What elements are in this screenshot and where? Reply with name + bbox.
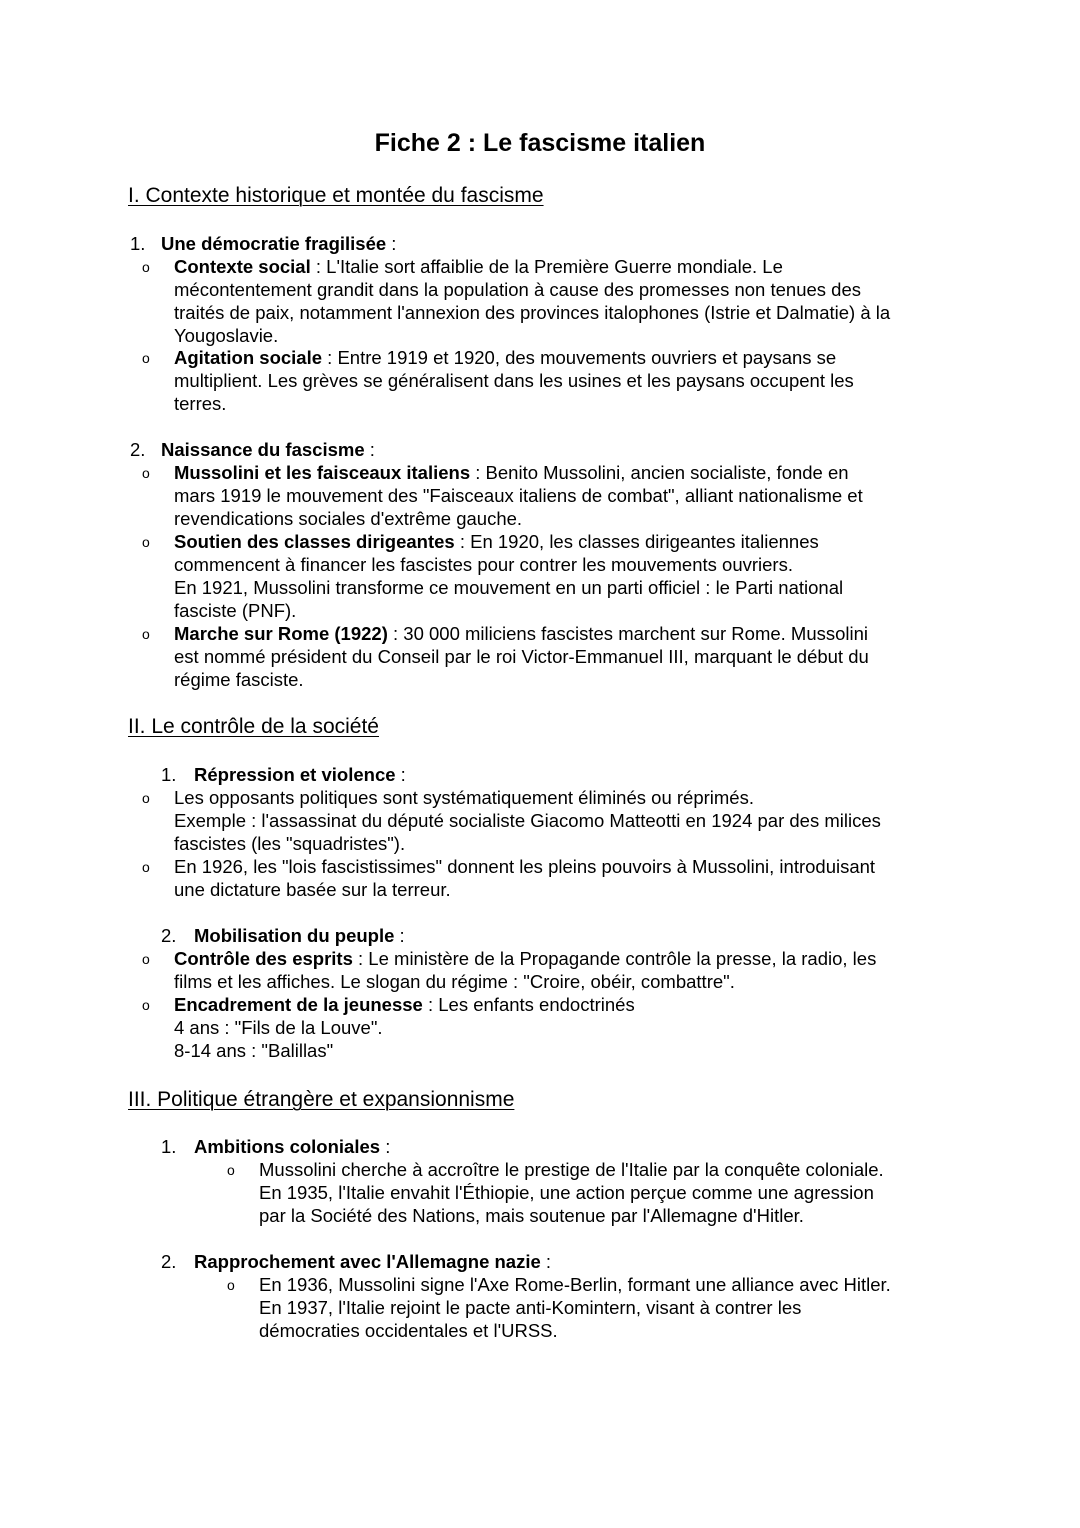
list-item: Mussolini cherche à accroître le prestige de l'Italie par la conquête coloniale. En 1935, l'Italie envahit l'Éthiopie, une action perçue comme une agression par la Société des Nations, mais soutenue par l'Allemagne d'Hitler. (259, 1159, 884, 1226)
subsection-title: Ambitions coloniales : (194, 1136, 391, 1157)
section-heading-3: III. Politique étrangère et expansionnisme (128, 1088, 515, 1111)
list-item: Les opposants politiques sont systématiquement éliminés ou réprimés. Exemple : l'assassinat du député socialiste Giacomo Matteotti en 1924 par des milices fascistes (les "squadristes"). (174, 787, 881, 854)
bullet-icon: o (142, 534, 150, 550)
list-item: Contexte social : L'Italie sort affaiblie de la Première Guerre mondiale. Le mécontentement grandit dans la population à cause des promesses non tenues des traités de paix, notamment l'annexion des provinces italophones (Istrie et Dalmatie) à la Yougoslavie. (174, 256, 891, 346)
bullet-icon: o (142, 859, 150, 875)
subsection-number: 1. (161, 1136, 177, 1157)
bullet-icon: o (227, 1277, 235, 1293)
subsection-title: Rapprochement avec l'Allemagne nazie : (194, 1251, 552, 1272)
list-item: En 1936, Mussolini signe l'Axe Rome-Berlin, formant une alliance avec Hitler. En 1937, l'Italie rejoint le pacte anti-Komintern, visant à contrer les démocraties occidentales et l'URSS. (259, 1274, 891, 1341)
section-heading-1: I. Contexte historique et montée du fascisme (128, 184, 544, 207)
list-item: Encadrement de la jeunesse : Les enfants endoctrinés 4 ans : "Fils de la Louve". 8-14 ans : "Balillas" (174, 994, 635, 1061)
list-item: Contrôle des esprits : Le ministère de la Propagande contrôle la presse, la radio, les films et les affiches. Le slogan du régime : "Croire, obéir, combattre". (174, 948, 877, 992)
bullet-icon: o (142, 626, 150, 642)
subsection-number: 2. (161, 925, 177, 946)
bullet-icon: o (142, 350, 150, 366)
subsection-title: Mobilisation du peuple : (194, 925, 405, 946)
subsection-number: 2. (161, 1251, 177, 1272)
subsection-title: Répression et violence : (194, 764, 406, 785)
bullet-icon: o (142, 259, 150, 275)
bullet-icon: o (227, 1162, 235, 1178)
list-item: Agitation sociale : Entre 1919 et 1920, des mouvements ouvriers et paysans se multiplient. Les grèves se généralisent dans les usines et les paysans occupent les terres. (174, 347, 854, 414)
subsection-number: 1. (161, 764, 177, 785)
bullet-icon: o (142, 790, 150, 806)
list-item: En 1926, les "lois fascistissimes" donnent les pleins pouvoirs à Mussolini, introduisant une dictature basée sur la terreur. (174, 856, 876, 900)
subsection-number: 1. (130, 233, 146, 254)
list-item: Marche sur Rome (1922) : 30 000 miliciens fascistes marchent sur Rome. Mussolini est nommé président du Conseil par le roi Victor-Emmanuel III, marquant le début du régime fasciste. (174, 623, 869, 690)
bullet-icon: o (142, 997, 150, 1013)
list-item: Mussolini et les faisceaux italiens : Benito Mussolini, ancien socialiste, fonde en mars 1919 le mouvement des "Faisceaux italiens de combat", alliant nationalisme et revendications sociales d'extrême gauche. (174, 462, 863, 529)
subsection-number: 2. (130, 439, 146, 460)
bullet-icon: o (142, 951, 150, 967)
bullet-icon: o (142, 465, 150, 481)
list-item: Soutien des classes dirigeantes : En 1920, les classes dirigeantes italiennes commencent à financer les fascistes pour contrer les mouvements ouvriers. En 1921, Mussolini transforme ce mouvement en un parti officiel : le Parti national fasciste (PNF). (174, 531, 844, 621)
page-title: Fiche 2 : Le fascisme italien (374, 129, 706, 157)
subsection-title: Une démocratie fragilisée : (161, 233, 397, 254)
section-heading-2: II. Le contrôle de la société (128, 715, 379, 738)
subsection-title: Naissance du fascisme : (161, 439, 375, 460)
